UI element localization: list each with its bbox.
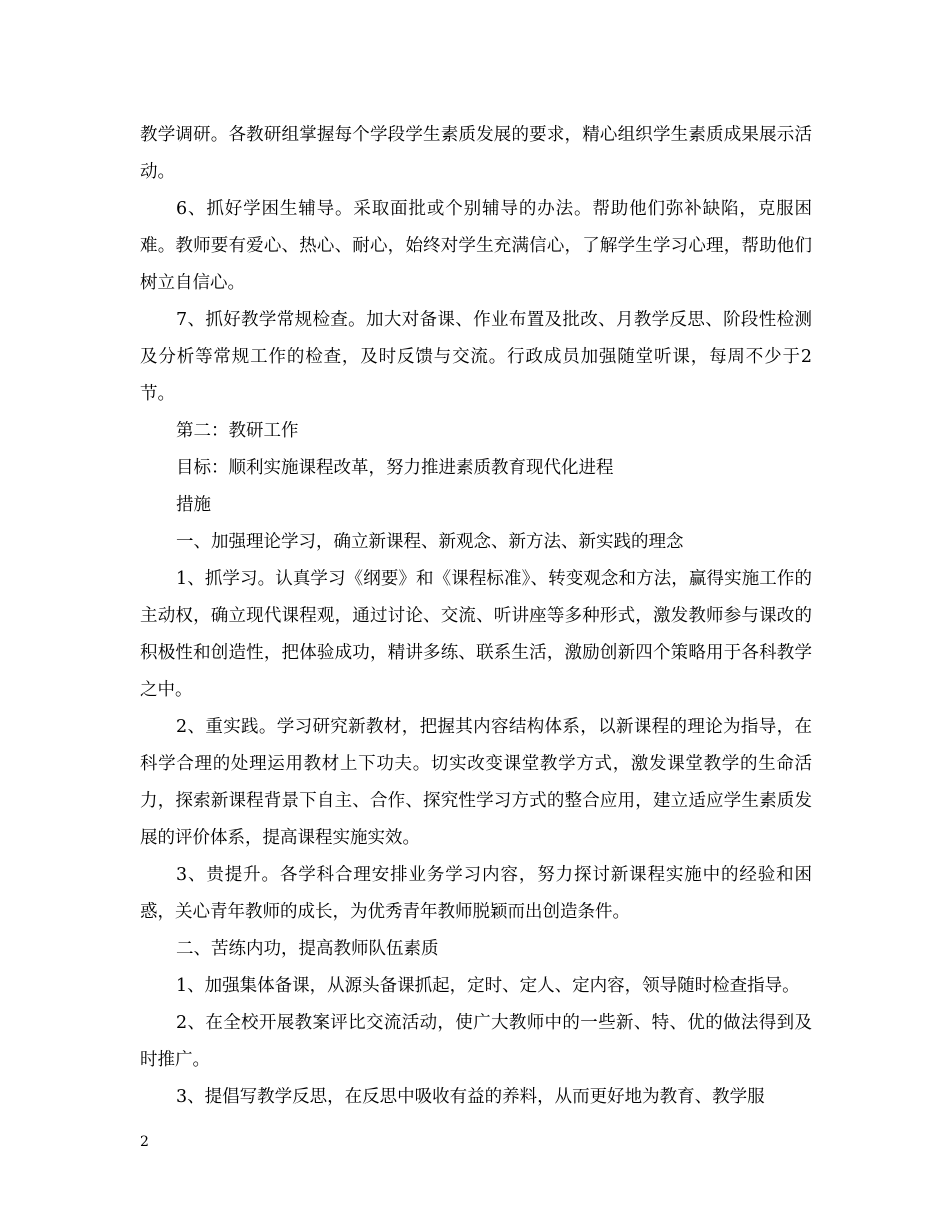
goal-line: 目标：顺利实施课程改革，努力推进素质教育现代化进程 <box>176 458 614 478</box>
paragraph-improve: 3、贵提升。各学科合理安排业务学习内容，努力探讨新课程实施中的经验和困惑，关心青年教师的成长，为优秀青年教师脱颖而出创造条件。 <box>140 865 812 922</box>
paragraph-practice: 2、重实践。学习研究新教材，把握其内容结构体系，以新课程的理论为指导，在科学合理的处理运用教材上下功夫。切实改变课堂教学方式，激发课堂教学的生命活力，探索新课程背景下自主、合作、探究性学习方式的整合应用，建立适应学生素质发展的评价体系，提高课程实施实效。 <box>140 717 812 848</box>
paragraph-lesson-prep: 1、加强集体备课，从源头备课抓起，定时、定人、定内容，领导随时检查指导。 <box>176 976 800 996</box>
page-number: 2 <box>140 1134 149 1150</box>
paragraph-lesson-plan-contest: 2、在全校开展教案评比交流活动，使广大教师中的一些新、特、优的做法得到及时推广。 <box>140 1013 812 1070</box>
paragraph-1: 教学调研。各教研组掌握每个学段学生素质发展的要求，精心组织学生素质成果展示活动。 <box>140 125 812 182</box>
paragraph-2: 6、抓好学困生辅导。采取面批或个别辅导的办法。帮助他们弥补缺陷，克服困难。教师要有爱心、热心、耐心，始终对学生充满信心，了解学生学习心理，帮助他们树立自信心。 <box>140 199 812 293</box>
subsection-heading-2: 二、苦练内功，提高教师队伍素质 <box>176 939 439 959</box>
measures-heading: 措施 <box>176 495 211 515</box>
subsection-heading-1: 一、加强理论学习，确立新课程、新观念、新方法、新实践的理念 <box>176 532 684 552</box>
paragraph-3: 7、抓好教学常规检查。加大对备课、作业布置及批改、月教学反思、阶段性检测及分析等常规工作的检查，及时反馈与交流。行政成员加强随堂听课，每周不少于2节。 <box>140 310 812 404</box>
paragraph-reflection: 3、提倡写教学反思，在反思中吸收有益的养料，从而更好地为教育、教学服 <box>176 1087 765 1107</box>
document-body <box>140 117 812 1116</box>
paragraph-study: 1、抓学习。认真学习《纲要》和《课程标准》、转变观念和方法，赢得实施工作的主动权，确立现代课程观，通过讨论、交流、听讲座等多种形式，激发教师参与课改的积极性和创造性，把体验成功，精讲多练、联系生活，激励创新四个策略用于各科教学之中。 <box>140 569 812 700</box>
section-heading: 第二：教研工作 <box>176 421 299 441</box>
